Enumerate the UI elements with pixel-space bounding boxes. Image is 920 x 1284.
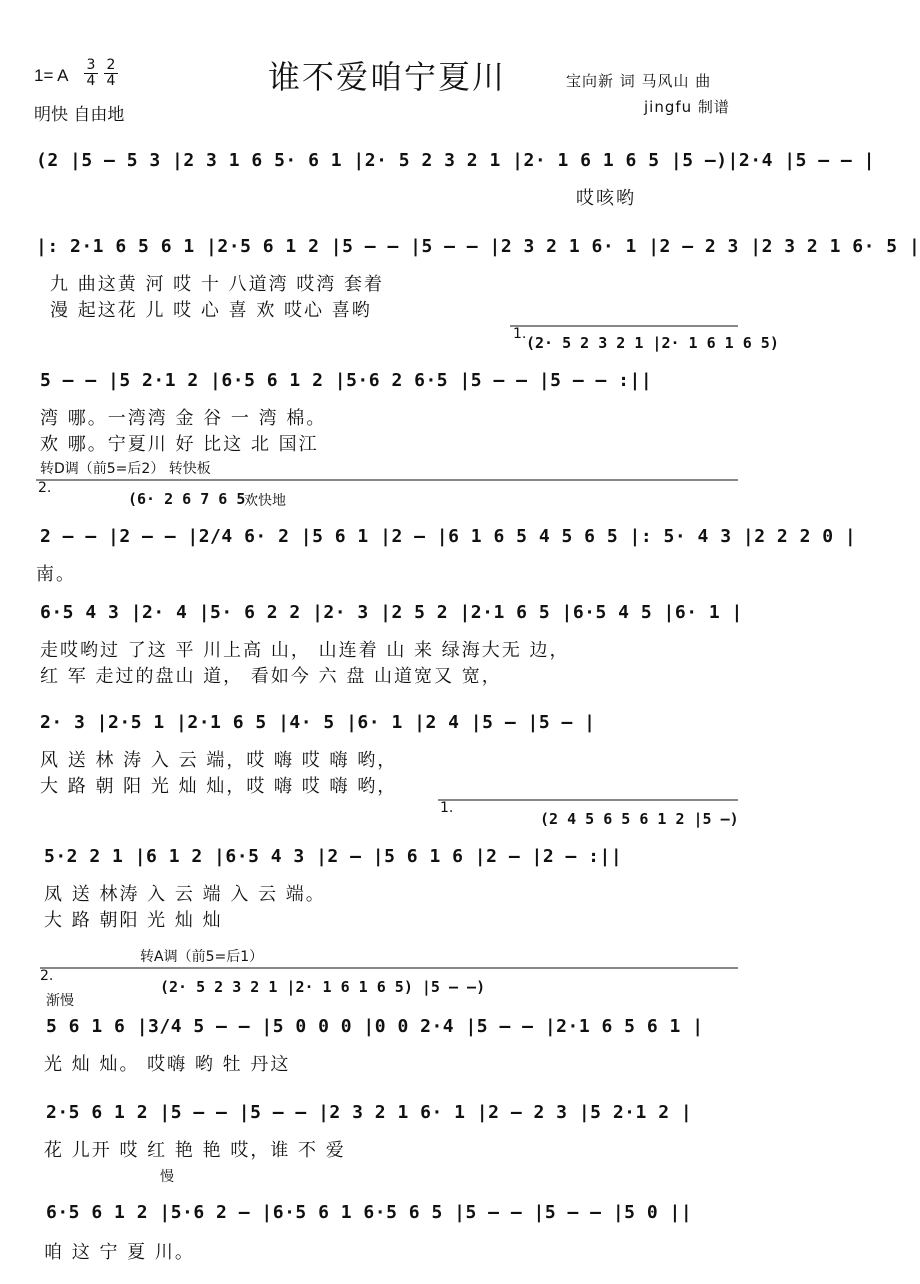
system-6-lyric-1: 风 送 林 涛 入 云 端，哎 嗨 哎 嗨 哟， — [40, 750, 398, 771]
system-2-lyric-2: 漫 起这花 儿 哎 心 喜 欢 哎心 喜哟 — [50, 300, 372, 321]
system-8-lyric: 光 灿 灿。 哎嗨 哟 牡 丹这 — [44, 1054, 291, 1075]
system-4-intro: (6· 2 6 7 6 5 — [128, 490, 246, 508]
time-bot-b: 4 — [104, 73, 118, 89]
system-8-volta: 2. — [40, 968, 54, 984]
system-3-notes: 5 – – |5 2·1 2 |6·5 6 1 2 |5·6 2 6·5 |5 – – |5 – – :|| — [40, 370, 653, 391]
system-6-notes: 2· 3 |2·5 1 |2·1 6 5 |4· 5 |6· 1 |2 4 |5 – |5 – | — [40, 712, 596, 733]
system-4-notes: 2 – – |2 – – |2/4 6· 2 |5 6 1 |2 – |6 1 6 5 4 5 6 5 |: 5· 4 3 |2 2 2 0 | — [40, 526, 857, 547]
system-1-lyric: 哎咳哟 — [576, 188, 636, 209]
system-3-modulation: 转D调（前5=后2） 转快板 — [40, 461, 211, 477]
system-5-lyric-1: 走哎哟过 了这 平 川上高 山， 山连着 山 来 绿海大无 边， — [40, 640, 570, 661]
system-3-lyric-2: 欢 哪。宁夏川 好 比这 北 国江 — [40, 434, 319, 455]
system-4-tempo-mark: 欢快地 — [244, 493, 286, 509]
system-8-notes: 5 6 1 6 |3/4 5 – – |5 0 0 0 |0 0 2·4 |5 – – |2·1 6 5 6 1 | — [46, 1016, 704, 1037]
system-7-lyric-2: 大 路 朝阳 光 灿 灿 — [44, 910, 223, 931]
system-7-lyric-1: 凤 送 林涛 入 云 端 入 云 端。 — [44, 884, 326, 905]
song-title: 谁不爱咱宁夏川 — [268, 58, 507, 96]
system-8-rit: 渐慢 — [46, 993, 74, 1009]
system-1-notes: (2 |5 – 5 3 |2 3 1 6 5· 6 1 |2· 5 2 3 2 1 |2· 1 6 1 6 5 |5 –)|2·4 |5 – – | — [36, 150, 875, 171]
system-8-aside: (2· 5 2 3 2 1 |2· 1 6 1 6 5) |5 – –) — [160, 978, 486, 996]
system-9-lyric: 花 儿开 哎 红 艳 艳 哎，谁 不 爱 — [44, 1140, 346, 1161]
tempo-marking: 明快 自由地 — [34, 105, 125, 125]
system-2-lyric-1: 九 曲这黄 河 哎 十 八道湾 哎湾 套着 — [50, 274, 385, 295]
system-2-volta: 1. — [513, 326, 527, 342]
system-4-lyric: 南。 — [36, 564, 76, 585]
system-6-lyric-2: 大 路 朝 阳 光 灿 灿，哎 嗨 哎 嗨 哟， — [40, 776, 398, 797]
system-9-notes: 2·5 6 1 2 |5 – – |5 – – |2 3 2 1 6· 1 |2 – 2 3 |5 2·1 2 | — [46, 1102, 693, 1123]
credit-arranger: jingfu 制谱 — [644, 98, 730, 116]
time-bot-a: 4 — [84, 73, 98, 89]
system-3-lyric-1: 湾 哪。一湾湾 金 谷 一 湾 棉。 — [40, 408, 327, 429]
system-7-notes: 5·2 2 1 |6 1 2 |6·5 4 3 |2 – |5 6 1 6 |2 – |2 – :|| — [44, 846, 623, 867]
system-8-modulation: 转A调（前5=后1） — [140, 949, 264, 965]
system-2-aside: (2· 5 2 3 2 1 |2· 1 6 1 6 5) — [526, 334, 779, 352]
credit-composers: 宝向新 词 马风山 曲 — [566, 72, 712, 90]
system-2-notes: |: 2·1 6 5 6 1 |2·5 6 1 2 |5 – – |5 – – |2 3 2 1 6· 1 |2 – 2 3 |2 3 2 1 6· 5 | — [36, 236, 920, 257]
time-top-b: 2 — [106, 57, 116, 73]
time-top-a: 3 — [86, 57, 96, 73]
system-10-notes: 6·5 6 1 2 |5·6 2 – |6·5 6 1 6·5 6 5 |5 – – |5 – – |5 0 || — [46, 1202, 693, 1223]
system-4-volta: 2. — [38, 480, 52, 496]
system-10-lyric: 咱 这 宁 夏 川。 — [44, 1242, 195, 1263]
system-7-aside: (2 4 5 6 5 6 1 2 |5 –) — [540, 810, 739, 828]
key-label: 1= A — [34, 66, 69, 85]
system-5-notes: 6·5 4 3 |2· 4 |5· 6 2 2 |2· 3 |2 5 2 |2·1 6 5 |6·5 4 5 |6· 1 | — [40, 602, 743, 623]
system-10-slow: 慢 — [160, 1169, 174, 1185]
system-7-volta: 1. — [440, 800, 454, 816]
system-5-lyric-2: 红 军 走过的盘山 道， 看如今 六 盘 山道宽又 宽， — [40, 666, 502, 687]
